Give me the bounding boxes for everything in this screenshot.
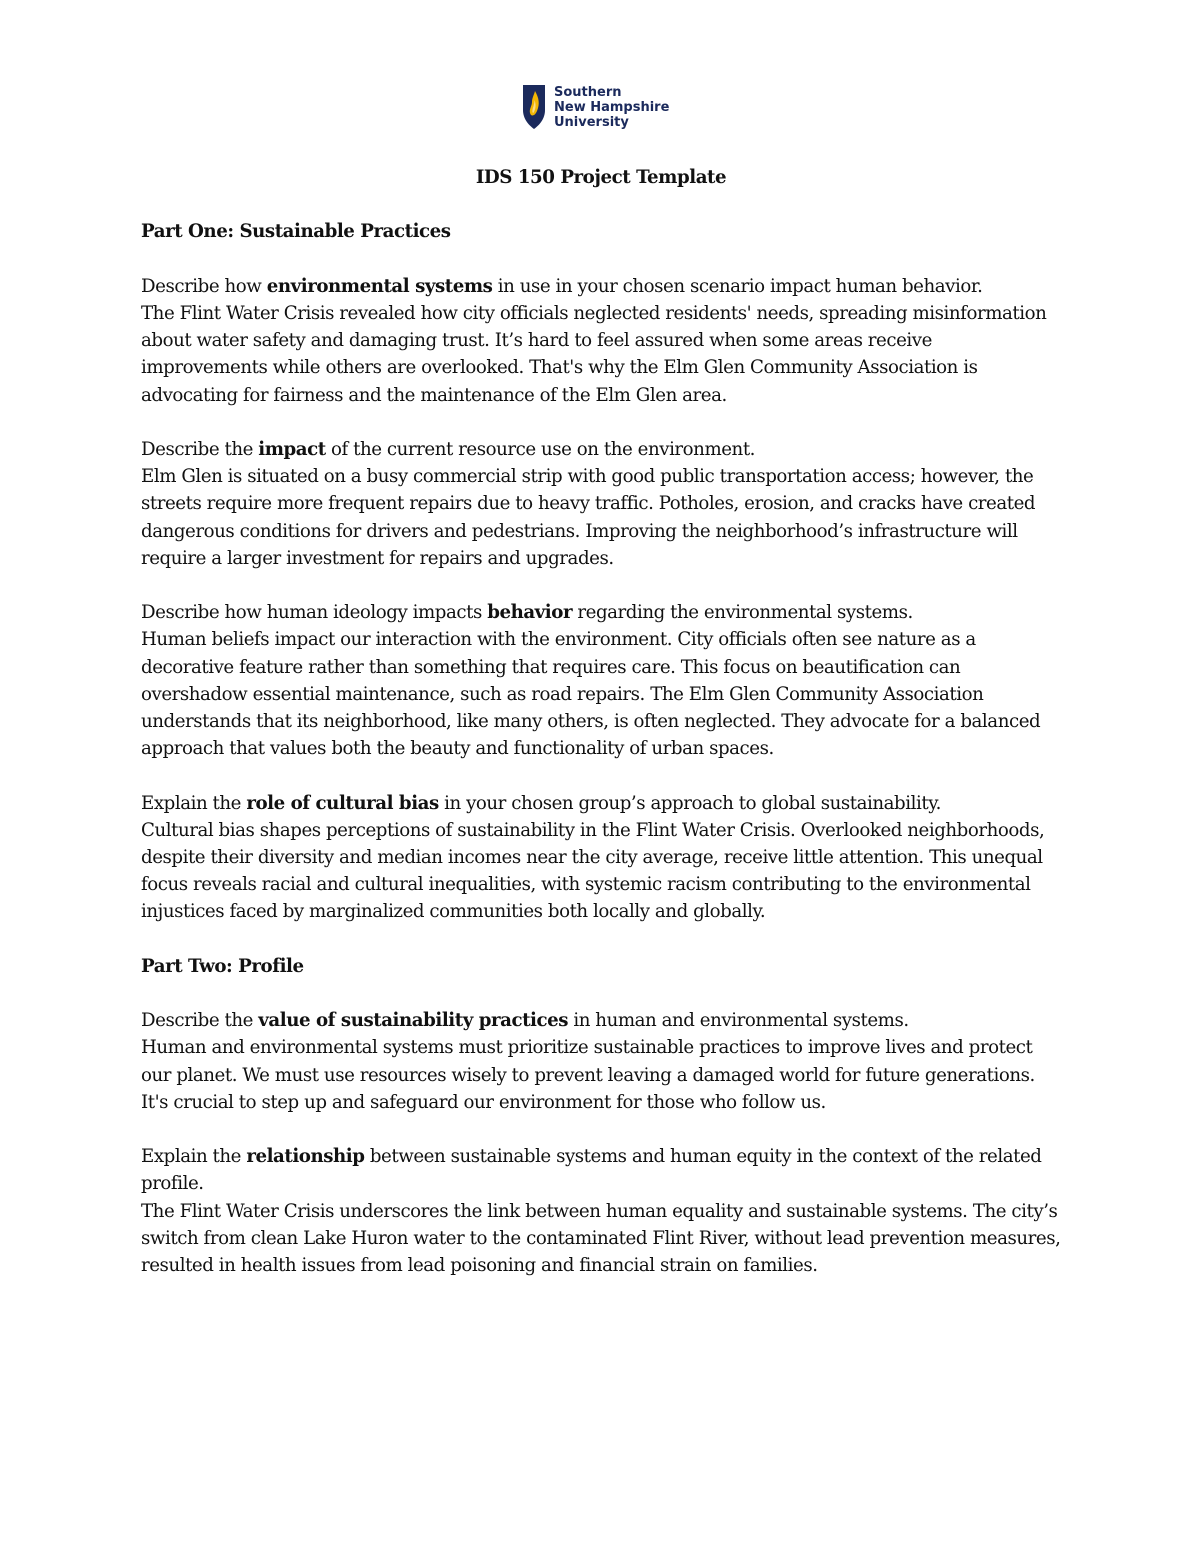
question-prompt: Describe the value of sustainability practices in human and environmental systems. bbox=[141, 1010, 909, 1032]
logo-line-1: Southern bbox=[554, 84, 622, 100]
logo-line-2: New Hampshire bbox=[554, 99, 670, 115]
document-title: IDS 150 Project Template bbox=[475, 167, 727, 188]
part-one-question-2 bbox=[141, 436, 1061, 572]
part-two-heading: Part Two: Profile bbox=[141, 955, 304, 977]
shield-flame-icon bbox=[522, 84, 546, 130]
part-one-question-1 bbox=[141, 273, 1061, 409]
question-answer: Human beliefs impact our interaction with the environment. City officials often see nature as a decorative feature rather than something that requires care. This focus on beautification can overshadow essential maintenance, such as road repairs. The Elm Glen Community Association understands that its neighborhood, like many others, is often neglected. They advocate for a balanced approach that values both the beauty and functionality of urban spaces. bbox=[141, 629, 1041, 760]
university-logo bbox=[522, 84, 669, 130]
question-answer: The Flint Water Crisis underscores the link between human equality and sustainable systems. The city’s switch from clean Lake Huron water to the contaminated Flint River, without lead prevention measures, resulted in health issues from lead poisoning and financial strain on families. bbox=[141, 1200, 1061, 1276]
question-answer: Cultural bias shapes perceptions of sustainability in the Flint Water Crisis. Overlooked neighborhoods, despite their diversity and median incomes near the city average, receive little attention. This unequal focus reveals racial and cultural inequalities, with systemic racism contributing to the environmental injustices faced by marginalized communities both locally and globally. bbox=[141, 819, 1045, 923]
question-prompt: Describe how human ideology impacts behavior regarding the environmental systems. bbox=[141, 602, 913, 624]
logo-wordmark bbox=[554, 85, 669, 130]
question-prompt: Explain the relationship between sustainable systems and human equity in the context of the related profile. bbox=[141, 1146, 1042, 1195]
part-one-question-4 bbox=[141, 790, 1061, 926]
question-prompt: Describe the impact of the current resource use on the environment. bbox=[141, 438, 756, 460]
part-two-question-1 bbox=[141, 1007, 1061, 1116]
question-answer: Human and environmental systems must prioritize sustainable practices to improve lives and protect our planet. We must use resources wisely to prevent leaving a damaged world for future generations. It's crucial to step up and safeguard our environment for those who follow us. bbox=[141, 1037, 1035, 1113]
part-one-question-3 bbox=[141, 599, 1061, 762]
question-answer: The Flint Water Crisis revealed how city officials neglected residents' needs, spreading misinformation about water safety and damaging trust. It’s hard to feel assured when some areas receive improvements while others are overlooked. That's why the Elm Glen Community Association is advocating for fairness and the maintenance of the Elm Glen area. bbox=[141, 302, 1047, 406]
part-two-question-2 bbox=[141, 1143, 1061, 1279]
question-prompt: Explain the role of cultural bias in your chosen group’s approach to global sustainability. bbox=[141, 792, 941, 814]
question-answer: Elm Glen is situated on a busy commercial strip with good public transportation access; however, the streets require more frequent repairs due to heavy traffic. Potholes, erosion, and cracks have created dangerous conditions for drivers and pedestrians. Improving the neighborhood’s infrastructure will require a larger investment for repairs and upgrades. bbox=[141, 466, 1036, 569]
document-body bbox=[141, 164, 1061, 1306]
question-prompt: Describe how environmental systems in use in your chosen scenario impact human behavior. bbox=[141, 275, 983, 297]
logo-line-3: University bbox=[554, 114, 629, 130]
part-one-heading: Part One: Sustainable Practices bbox=[141, 221, 451, 243]
